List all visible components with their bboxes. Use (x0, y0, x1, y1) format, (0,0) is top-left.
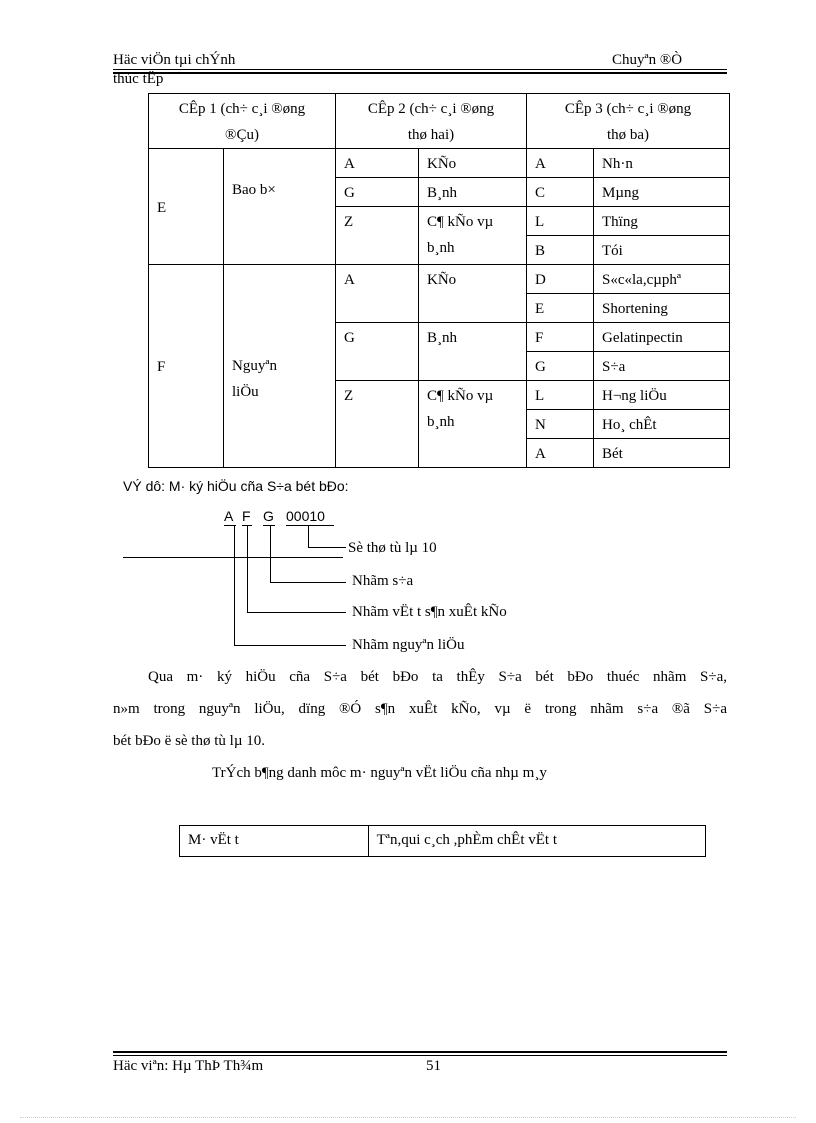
subgroup-code: G (336, 323, 419, 381)
header-cell-material-code: M· vËt t (180, 826, 369, 857)
connector-horizontal-number (308, 547, 346, 548)
group-code: F (149, 265, 224, 468)
item-code: A (527, 439, 594, 468)
footer-author: Häc viªn: Hµ ThÞ Th¾m (113, 1058, 264, 1074)
header-left-line2: thùc tËp (113, 71, 164, 87)
label-milk-group: Nhãm s÷a (352, 573, 414, 589)
paragraph-line3: bét bÐo ë sè thø tù lµ 10. (113, 733, 265, 749)
header-rule-bottom (113, 72, 727, 74)
item-code: L (527, 207, 594, 236)
header-rule-top (113, 69, 727, 70)
item-code: F (527, 323, 594, 352)
connector-vertical-a (234, 526, 235, 645)
header-cell-level2: CÊp 2 (ch÷ c¸i ®øng thø hai) (336, 94, 527, 149)
connector-baseline (123, 557, 343, 558)
item-name: Ho¸ chÊt (594, 410, 730, 439)
subgroup-code: G (336, 178, 419, 207)
subgroup-code: A (336, 149, 419, 178)
subgroup-name: KÑo (419, 149, 527, 178)
subgroup-code: Z (336, 207, 419, 265)
item-code: L (527, 381, 594, 410)
subgroup-name: C¶ kÑo vµ b¸nh (419, 381, 527, 468)
page-bottom-border (20, 1117, 796, 1118)
item-code: G (527, 352, 594, 381)
connector-vertical-g (270, 526, 271, 582)
header-right: Chuyªn ®Ò (612, 52, 683, 68)
item-name: Nh·n (594, 149, 730, 178)
item-name: H¬ng liÖu (594, 381, 730, 410)
item-code: D (527, 265, 594, 294)
table-row (149, 265, 730, 294)
item-code: C (527, 178, 594, 207)
item-name: Thïng (594, 207, 730, 236)
header-cell-level3: CÊp 3 (ch÷ c¸i ®øng thø ba) (527, 94, 730, 149)
classification-table (148, 93, 730, 468)
subgroup-name: C¶ kÑo vµ b¸nh (419, 207, 527, 265)
item-code: N (527, 410, 594, 439)
subgroup-code: A (336, 265, 419, 323)
item-name: Shortening (594, 294, 730, 323)
code-underline-g (263, 525, 275, 526)
code-letter-g: G (263, 508, 274, 524)
item-name: S÷a (594, 352, 730, 381)
header-cell-level1: CÊp 1 (ch÷ c¸i ®øng ®Çu) (149, 94, 336, 149)
group-name: Nguyªn liÖu (224, 265, 336, 468)
connector-horizontal-g (270, 582, 346, 583)
table-header-row (180, 826, 706, 857)
page-number: 51 (426, 1058, 441, 1074)
header-cell-material-description: Tªn,qui c¸ch ,phÈm chÊt vËt t (368, 826, 705, 857)
table-caption: TrÝch b¶ng danh môc m· nguyªn vËt liÖu cña nhµ m¸y (212, 765, 547, 781)
code-letter-a: A (224, 508, 234, 524)
item-code: B (527, 236, 594, 265)
table-row (149, 149, 730, 178)
table-header-row (149, 94, 730, 149)
item-name: Tói (594, 236, 730, 265)
item-code: A (527, 149, 594, 178)
subgroup-name: B¸nh (419, 178, 527, 207)
label-candy-material-group: Nhãm vËt t s¶n xuÊt kÑo (352, 604, 507, 620)
paragraph-line1: Qua m· ký hiÖu cña S÷a bét bÐo ta thÊy S÷a bét bÐo thuéc nhãm S÷a, (148, 669, 727, 685)
item-name: Bét (594, 439, 730, 468)
item-name: S«c«la,cµphª (594, 265, 730, 294)
code-letter-f: F (242, 508, 251, 524)
item-code: E (527, 294, 594, 323)
code-underline-number (286, 525, 334, 526)
example-intro: VÝ dô: M· ký hiÖu cña S÷a bét bÐo: (123, 478, 349, 494)
subgroup-name: KÑo (419, 265, 527, 323)
group-name: Bao b× (224, 149, 336, 265)
subgroup-code: Z (336, 381, 419, 468)
connector-vertical-number (308, 526, 309, 548)
subgroup-name: B¸nh (419, 323, 527, 381)
connector-vertical-f (247, 526, 248, 612)
material-code-table (179, 825, 706, 857)
group-code: E (149, 149, 224, 265)
connector-horizontal-f (247, 612, 346, 613)
paragraph-line2: n»m trong nguyªn liÖu, dïng ®Ó s¶n xuÊt kÑo, vµ ë trong nhãm s÷a ®ã S÷a (113, 701, 727, 717)
item-name: Gelatinpectin (594, 323, 730, 352)
label-serial-number: Sè thø tù lµ 10 (348, 540, 437, 556)
footer-rule-top (113, 1051, 727, 1053)
connector-horizontal-a (234, 645, 346, 646)
label-raw-material-group: Nhãm nguyªn liÖu (352, 637, 465, 653)
code-number: 00010 (286, 508, 325, 524)
header-left-line1: Häc viÖn tµi chÝnh (113, 52, 236, 68)
footer-rule-bottom (113, 1055, 727, 1056)
item-name: Mµng (594, 178, 730, 207)
